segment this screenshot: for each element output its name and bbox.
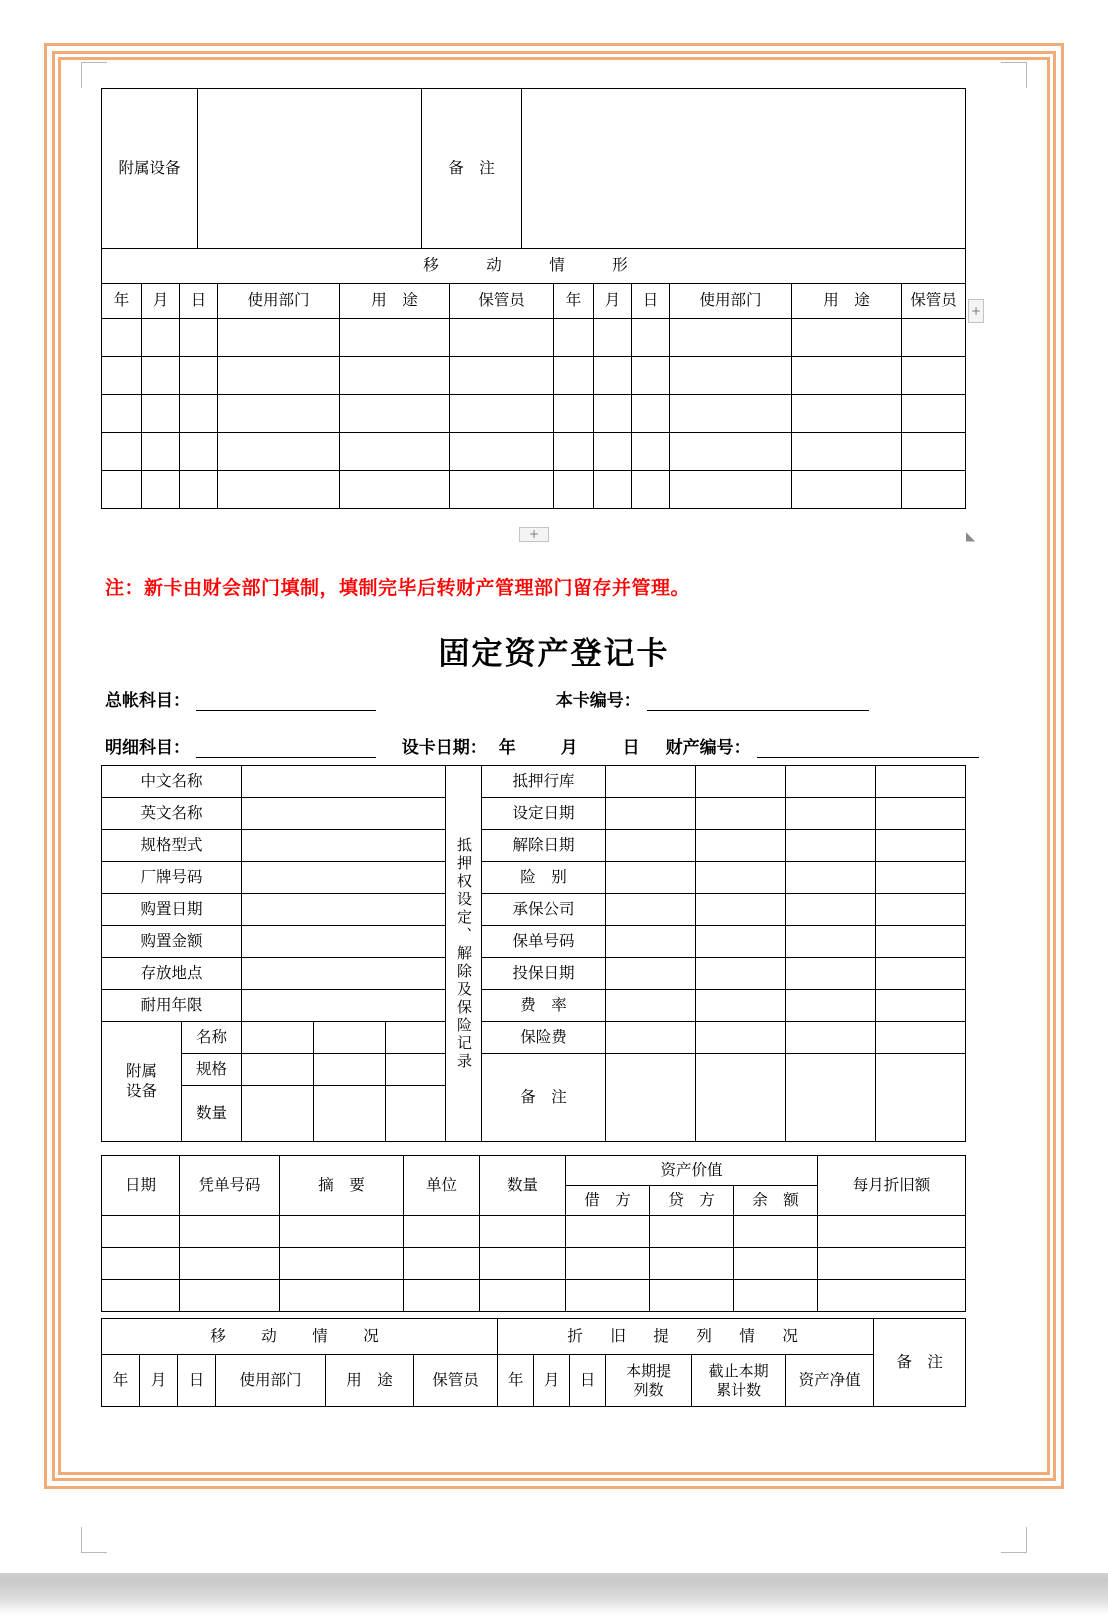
depreciation-section-title: 折 旧 提 列 情 况 <box>498 1319 874 1355</box>
table-row <box>102 1022 966 1054</box>
cell[interactable] <box>902 319 966 357</box>
mortgage-insurance-vertical-label <box>446 766 482 1142</box>
cell[interactable] <box>876 798 966 830</box>
cell[interactable] <box>386 1086 446 1142</box>
cell[interactable] <box>606 830 696 862</box>
cell[interactable] <box>876 894 966 926</box>
table-row <box>102 89 966 249</box>
cell[interactable] <box>450 433 554 471</box>
table-row <box>102 798 966 830</box>
cell[interactable] <box>218 319 340 357</box>
cell[interactable] <box>632 319 670 357</box>
asset-value-table <box>101 1155 966 1312</box>
movement-situation-table <box>101 248 966 509</box>
cell[interactable] <box>280 1248 404 1280</box>
label-insurer-company: 承保公司 <box>482 894 606 926</box>
cell[interactable] <box>242 1054 314 1086</box>
cell[interactable] <box>786 1054 876 1142</box>
cell[interactable] <box>632 395 670 433</box>
page-title: 固定资产登记卡 <box>438 636 670 672</box>
table-header-row <box>102 1355 966 1407</box>
page-corner-mark-bottom-left <box>81 1527 107 1553</box>
attached-equipment-label-line1: 附属 <box>125 1062 157 1081</box>
col-dep-month: 月 <box>534 1355 570 1407</box>
cell[interactable] <box>670 395 792 433</box>
table-row <box>102 433 966 471</box>
cell[interactable] <box>142 357 180 395</box>
table-row <box>102 990 966 1022</box>
cell[interactable] <box>142 471 180 509</box>
cell[interactable] <box>670 319 792 357</box>
cell[interactable] <box>606 926 696 958</box>
cell[interactable] <box>340 395 450 433</box>
col-purpose-2: 用 途 <box>792 284 902 319</box>
cell[interactable] <box>450 471 554 509</box>
cell[interactable] <box>180 395 218 433</box>
col-month-1: 月 <box>142 284 180 319</box>
table-row <box>102 357 966 395</box>
col-custodian-1: 保管员 <box>450 284 554 319</box>
cell[interactable] <box>180 1248 280 1280</box>
ledger-account-input[interactable] <box>196 694 376 711</box>
cell[interactable] <box>696 894 786 926</box>
cell[interactable] <box>650 1216 734 1248</box>
attached-equipment-label: 附属设备 <box>102 89 198 249</box>
cell[interactable] <box>670 471 792 509</box>
cell[interactable] <box>450 395 554 433</box>
cell[interactable] <box>566 1216 650 1248</box>
cell[interactable] <box>450 319 554 357</box>
col-custodian-2: 保管员 <box>902 284 966 319</box>
attached-equipment-value-cell[interactable] <box>198 89 422 249</box>
cell[interactable] <box>554 319 594 357</box>
cell[interactable] <box>554 471 594 509</box>
cell[interactable] <box>404 1216 480 1248</box>
cell[interactable] <box>102 471 142 509</box>
cell[interactable] <box>594 395 632 433</box>
col-current-period-depreciation <box>606 1355 692 1407</box>
header-fields-row-2 <box>105 733 979 758</box>
cell[interactable] <box>902 471 966 509</box>
page-corner-mark-top-right <box>1001 62 1027 88</box>
cell[interactable] <box>554 357 594 395</box>
cell[interactable] <box>606 958 696 990</box>
cell[interactable] <box>142 433 180 471</box>
col-current-period-depreciation-line1: 本期提 <box>626 1361 672 1380</box>
cell[interactable] <box>180 1280 280 1312</box>
table-row <box>102 1280 966 1312</box>
label-purchase-date: 购置日期 <box>102 894 242 926</box>
col-move-using-department: 使用部门 <box>216 1355 326 1407</box>
cell[interactable] <box>594 357 632 395</box>
cell[interactable] <box>650 1248 734 1280</box>
cell[interactable] <box>876 926 966 958</box>
label-insurance-type: 险 别 <box>482 862 606 894</box>
cell[interactable] <box>102 433 142 471</box>
cell[interactable] <box>606 862 696 894</box>
value-useful-life[interactable] <box>242 990 446 1022</box>
col-monthly-depreciation: 每月折旧额 <box>818 1156 966 1216</box>
page-corner-mark-top-left <box>81 62 107 88</box>
cell[interactable] <box>902 433 966 471</box>
movement-depreciation-table <box>101 1318 966 1407</box>
cell[interactable] <box>594 471 632 509</box>
cell[interactable] <box>180 319 218 357</box>
table-row <box>102 926 966 958</box>
cell[interactable] <box>786 766 876 798</box>
label-mortgage-bank: 抵押行库 <box>482 766 606 798</box>
cell[interactable] <box>102 1248 180 1280</box>
col-move-day: 日 <box>178 1355 216 1407</box>
cell[interactable] <box>280 1280 404 1312</box>
cell[interactable] <box>180 433 218 471</box>
cell[interactable] <box>818 1280 966 1312</box>
table-row <box>102 894 966 926</box>
cell[interactable] <box>102 395 142 433</box>
detail-account-input[interactable] <box>196 741 376 758</box>
card-date-ymd: 年 月 日 <box>498 738 654 758</box>
cell[interactable] <box>404 1248 480 1280</box>
cell[interactable] <box>792 433 902 471</box>
cell[interactable] <box>876 990 966 1022</box>
cell[interactable] <box>696 1022 786 1054</box>
value-brand-number[interactable] <box>242 862 446 894</box>
cell[interactable] <box>102 1216 180 1248</box>
col-debit: 借 方 <box>566 1186 650 1216</box>
col-date: 日期 <box>102 1156 180 1216</box>
value-purchase-date[interactable] <box>242 894 446 926</box>
cell[interactable] <box>142 395 180 433</box>
cell[interactable] <box>566 1280 650 1312</box>
label-storage-location: 存放地点 <box>102 958 242 990</box>
cell[interactable] <box>386 1022 446 1054</box>
label-setup-date: 设定日期 <box>482 798 606 830</box>
remarks-label: 备 注 <box>422 89 522 249</box>
cell[interactable] <box>818 1216 966 1248</box>
movement-section-title: 移 动 情 形 <box>102 249 966 284</box>
property-number-label: 财产编号： <box>665 738 751 758</box>
cell[interactable] <box>696 1054 786 1142</box>
cell[interactable] <box>606 990 696 1022</box>
cell[interactable] <box>632 471 670 509</box>
cell[interactable] <box>218 433 340 471</box>
label-useful-life: 耐用年限 <box>102 990 242 1022</box>
header-fields-row-1 <box>105 686 869 711</box>
col-day-2: 日 <box>632 284 670 319</box>
table-row <box>102 1248 966 1280</box>
value-storage-location[interactable] <box>242 958 446 990</box>
detail-account-label: 明细科目： <box>105 738 190 758</box>
label-brand-number: 厂牌号码 <box>102 862 242 894</box>
col-move-custodian: 保管员 <box>414 1355 498 1407</box>
cell[interactable] <box>594 319 632 357</box>
table-row <box>102 249 966 284</box>
value-specification-type[interactable] <box>242 830 446 862</box>
cell[interactable] <box>218 395 340 433</box>
cell[interactable] <box>180 357 218 395</box>
cell[interactable] <box>606 1022 696 1054</box>
form-note: 注：新卡由财会部门填制，填制完毕后转财产管理部门留存并管理。 <box>105 577 691 599</box>
table-row <box>102 471 966 509</box>
cell[interactable] <box>480 1216 566 1248</box>
col-day-1: 日 <box>180 284 218 319</box>
label-specification-type: 规格型式 <box>102 830 242 862</box>
add-column-button[interactable]: + <box>968 299 984 323</box>
cell[interactable] <box>632 357 670 395</box>
cell[interactable] <box>876 862 966 894</box>
card-number-input[interactable] <box>647 694 869 711</box>
cell[interactable] <box>632 433 670 471</box>
attached-equipment-label-line2: 设备 <box>125 1081 157 1100</box>
cell[interactable] <box>142 319 180 357</box>
table-row <box>102 766 966 798</box>
property-number-input[interactable] <box>757 741 979 758</box>
col-purpose-1: 用 途 <box>340 284 450 319</box>
value-purchase-amount[interactable] <box>242 926 446 958</box>
cell[interactable] <box>876 830 966 862</box>
cell[interactable] <box>786 894 876 926</box>
col-quantity: 数量 <box>480 1156 566 1216</box>
label-rate: 费 率 <box>482 990 606 1022</box>
remarks-label: 备 注 <box>874 1319 966 1407</box>
cell[interactable] <box>696 766 786 798</box>
col-net-asset-value: 资产净值 <box>786 1355 874 1407</box>
cell[interactable] <box>450 357 554 395</box>
cell[interactable] <box>696 798 786 830</box>
cell[interactable] <box>340 319 450 357</box>
table-row <box>102 958 966 990</box>
label-insured-date: 投保日期 <box>482 958 606 990</box>
cell[interactable] <box>786 926 876 958</box>
cell[interactable] <box>242 1086 314 1142</box>
window-bottom-scroll-strip <box>0 1573 1108 1615</box>
page-corner-mark-bottom-right <box>1001 1527 1027 1553</box>
cell[interactable] <box>566 1248 650 1280</box>
cell[interactable] <box>102 1280 180 1312</box>
col-year-1: 年 <box>102 284 142 319</box>
table-header-row <box>102 284 966 319</box>
label-chinese-name: 中文名称 <box>102 766 242 798</box>
cell[interactable] <box>786 862 876 894</box>
movement-section-title: 移 动 情 况 <box>102 1319 498 1355</box>
cell[interactable] <box>180 1216 280 1248</box>
cell[interactable] <box>696 830 786 862</box>
label-attached-quantity: 数量 <box>182 1086 242 1142</box>
cell[interactable] <box>340 471 450 509</box>
cell[interactable] <box>786 830 876 862</box>
cell[interactable] <box>786 1022 876 1054</box>
label-attached-spec: 规格 <box>182 1054 242 1086</box>
card-number-label: 本卡编号： <box>555 691 641 711</box>
cell[interactable] <box>102 357 142 395</box>
cell[interactable] <box>340 357 450 395</box>
cell[interactable] <box>650 1280 734 1312</box>
card-date-label: 设卡日期： <box>401 738 487 758</box>
cell[interactable] <box>280 1216 404 1248</box>
cell[interactable] <box>102 319 142 357</box>
table-row <box>102 1216 966 1248</box>
cell[interactable] <box>792 357 902 395</box>
remarks-value-cell[interactable] <box>522 89 966 249</box>
cell[interactable] <box>242 1022 314 1054</box>
asset-detail-table <box>101 765 966 1142</box>
cell[interactable] <box>818 1248 966 1280</box>
table-row <box>102 862 966 894</box>
col-balance: 余 额 <box>734 1186 818 1216</box>
cell[interactable] <box>696 862 786 894</box>
label-insurance-fee: 保险费 <box>482 1022 606 1054</box>
col-using-department-1: 使用部门 <box>218 284 340 319</box>
cell[interactable] <box>670 357 792 395</box>
value-chinese-name[interactable] <box>242 766 446 798</box>
label-mortgage-remarks: 备 注 <box>482 1054 606 1142</box>
cell[interactable] <box>792 395 902 433</box>
col-dep-year: 年 <box>498 1355 534 1407</box>
label-attached-name: 名称 <box>182 1022 242 1054</box>
cell[interactable] <box>734 1280 818 1312</box>
label-purchase-amount: 购置金额 <box>102 926 242 958</box>
cell[interactable] <box>314 1054 386 1086</box>
cell[interactable] <box>786 990 876 1022</box>
value-english-name[interactable] <box>242 798 446 830</box>
cell[interactable] <box>340 433 450 471</box>
table-resize-handle-icon[interactable]: ◣ <box>966 529 976 543</box>
label-english-name: 英文名称 <box>102 798 242 830</box>
cell[interactable] <box>218 357 340 395</box>
cell[interactable] <box>734 1216 818 1248</box>
cell[interactable] <box>218 471 340 509</box>
col-voucher-number: 凭单号码 <box>180 1156 280 1216</box>
col-month-2: 月 <box>594 284 632 319</box>
col-accumulated-depreciation-line1: 截止本期 <box>708 1361 769 1380</box>
col-summary: 摘 要 <box>280 1156 404 1216</box>
cell[interactable] <box>876 1054 966 1142</box>
cell[interactable] <box>876 766 966 798</box>
cell[interactable] <box>696 958 786 990</box>
col-credit: 贷 方 <box>650 1186 734 1216</box>
cell[interactable] <box>696 926 786 958</box>
table-row <box>102 830 966 862</box>
attached-equipment-label <box>102 1022 182 1142</box>
cell[interactable] <box>480 1280 566 1312</box>
label-release-date: 解除日期 <box>482 830 606 862</box>
ledger-account-label: 总帐科目： <box>105 691 190 711</box>
cell[interactable] <box>180 471 218 509</box>
col-move-year: 年 <box>102 1355 140 1407</box>
cell[interactable] <box>876 1022 966 1054</box>
cell[interactable] <box>876 958 966 990</box>
cell[interactable] <box>792 471 902 509</box>
movement-continuation-table <box>101 88 966 249</box>
col-current-period-depreciation-line2: 列数 <box>633 1380 664 1399</box>
mortgage-insurance-vertical-text: 抵押权设定、解除及保险记录 <box>455 836 474 1071</box>
cell[interactable] <box>594 433 632 471</box>
cell[interactable] <box>404 1280 480 1312</box>
col-move-purpose: 用 途 <box>326 1355 414 1407</box>
col-unit: 单位 <box>404 1156 480 1216</box>
cell[interactable] <box>606 894 696 926</box>
cell[interactable] <box>902 395 966 433</box>
cell[interactable] <box>606 1054 696 1142</box>
cell[interactable] <box>792 319 902 357</box>
cell[interactable] <box>314 1086 386 1142</box>
cell[interactable] <box>606 798 696 830</box>
col-dep-day: 日 <box>570 1355 606 1407</box>
cell[interactable] <box>734 1248 818 1280</box>
cell[interactable] <box>696 990 786 1022</box>
col-accumulated-depreciation-line2: 累计数 <box>716 1380 762 1399</box>
label-policy-number: 保单号码 <box>482 926 606 958</box>
col-using-department-2: 使用部门 <box>670 284 792 319</box>
add-row-button[interactable]: + <box>519 527 549 542</box>
table-row <box>102 395 966 433</box>
cell[interactable] <box>554 395 594 433</box>
cell[interactable] <box>786 798 876 830</box>
cell[interactable] <box>386 1054 446 1086</box>
cell[interactable] <box>606 766 696 798</box>
table-row <box>102 1319 966 1355</box>
cell[interactable] <box>480 1248 566 1280</box>
cell[interactable] <box>902 357 966 395</box>
col-move-month: 月 <box>140 1355 178 1407</box>
cell[interactable] <box>554 433 594 471</box>
cell[interactable] <box>314 1022 386 1054</box>
cell[interactable] <box>670 433 792 471</box>
col-group-asset-value: 资产价值 <box>566 1156 818 1186</box>
cell[interactable] <box>786 958 876 990</box>
col-year-2: 年 <box>554 284 594 319</box>
table-header-row <box>102 1156 966 1186</box>
table-row <box>102 1054 966 1086</box>
table-row <box>102 319 966 357</box>
col-accumulated-depreciation <box>692 1355 786 1407</box>
